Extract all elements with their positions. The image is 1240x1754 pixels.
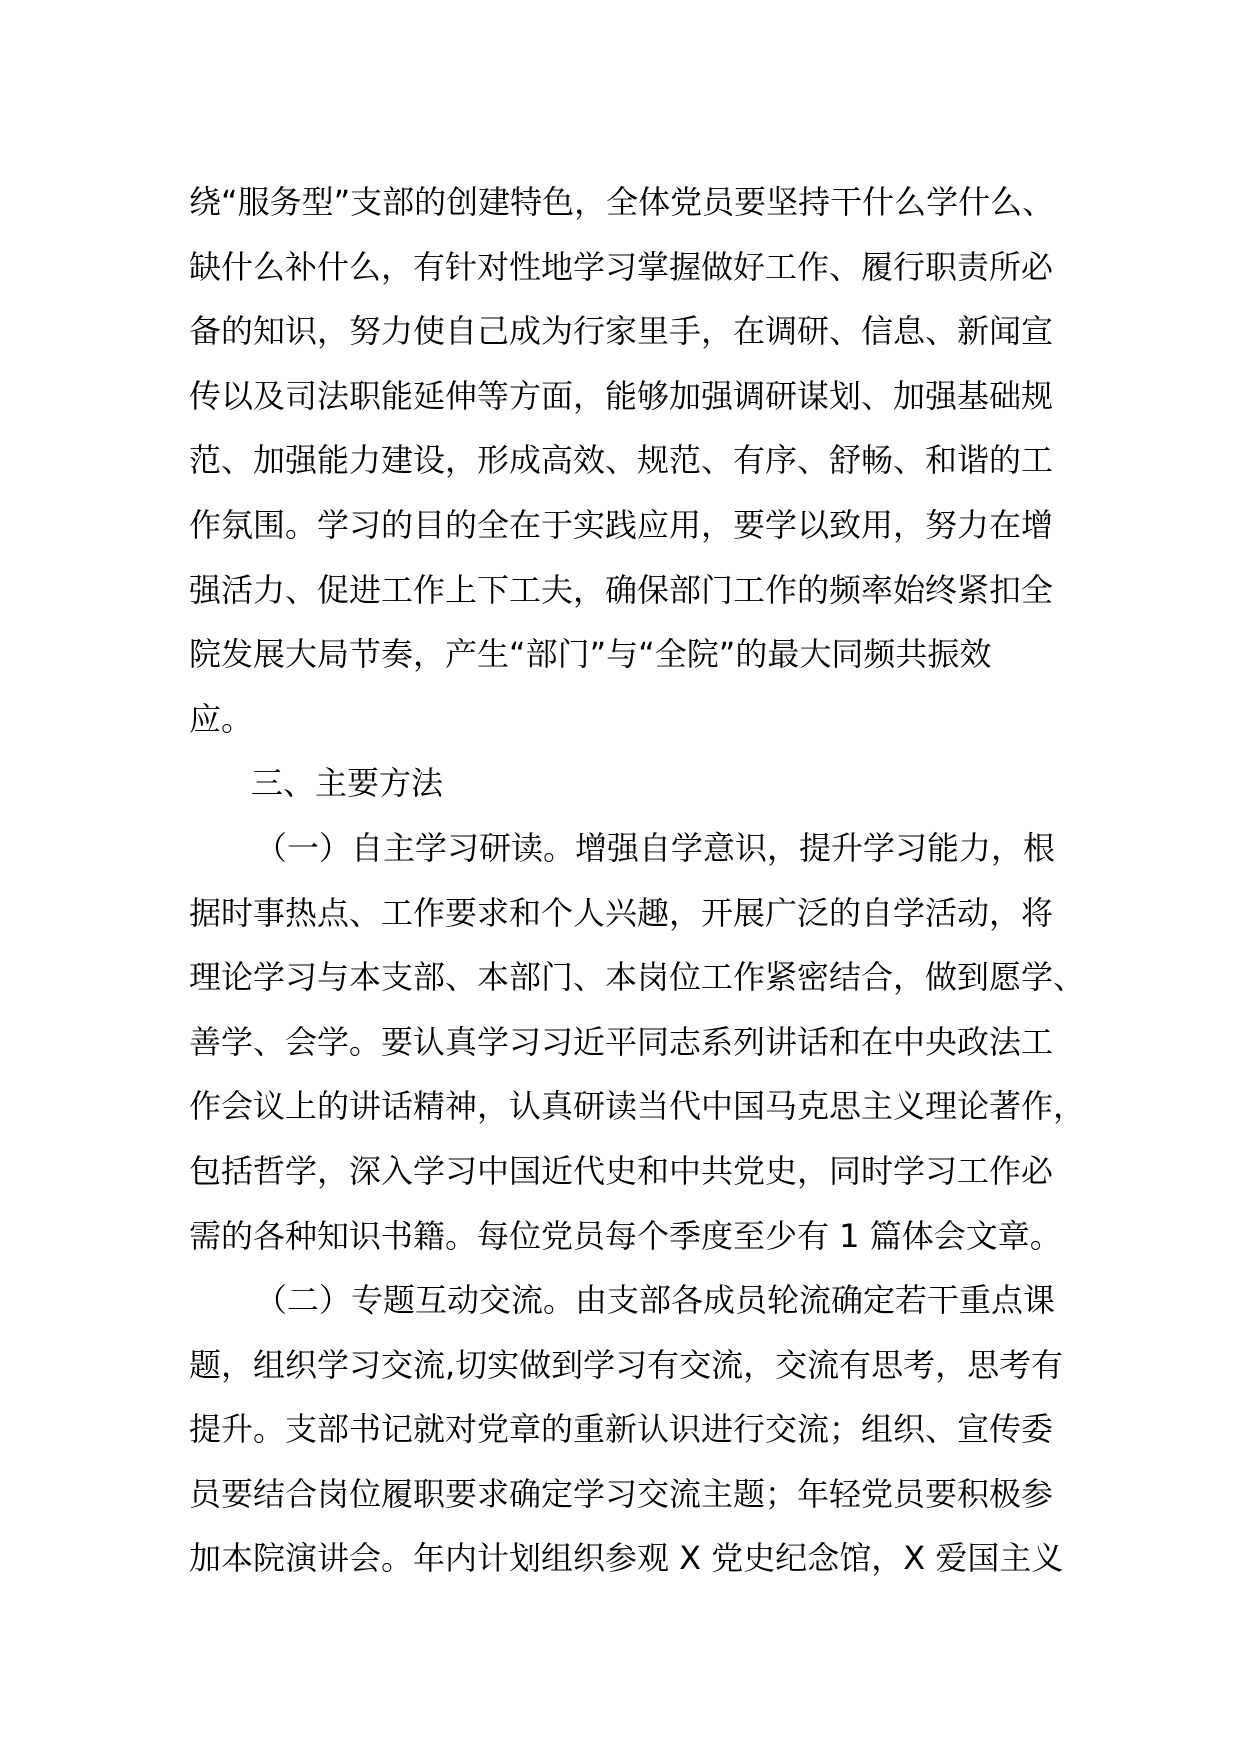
text-line: 作会议上的讲话精神，认真研读当代中国马克思主义理论著作， [189, 1087, 1086, 1126]
text-line: 包括哲学，深入学习中国近代史和中共党史，同时学习工作必 [189, 1151, 1054, 1190]
text-line: 应。 [189, 699, 254, 738]
subsection-first-line: （二）专题互动交流。由支部各成员轮流确定若干重点课 [255, 1281, 1056, 1320]
text-line: 需的各种知识书籍。每位党员每个季度至少有 1 篇体会文章。 [189, 1216, 1062, 1255]
text-line: 范、加强能力建设，形成高效、规范、有序、舒畅、和谐的工 [189, 441, 1054, 480]
section-heading: 三、主要方法 [251, 764, 444, 803]
text-line: 传以及司法职能延伸等方面，能够加强调研谋划、加强基础规 [189, 376, 1054, 415]
text-line: 缺什么补什么，有针对性地学习掌握做好工作、履行职责所必 [189, 247, 1054, 286]
text-line: 员要结合岗位履职要求确定学习交流主题；年轻党员要积极参 [189, 1474, 1054, 1513]
text-line: 绕“服务型”支部的创建特色，全体党员要坚持干什么学什么、 [189, 183, 1055, 221]
document-body [189, 170, 1089, 1591]
text-line: 备的知识，努力使自己成为行家里手，在调研、信息、新闻宣 [189, 312, 1054, 351]
text-line: 院发展大局节奏，产生“部门”与“全院”的最大同频共振效 [189, 635, 992, 674]
text-line: 据时事热点、工作要求和个人兴趣，开展广泛的自学活动，将 [189, 893, 1054, 932]
text-line: 提升。支部书记就对党章的重新认识进行交流；组织、宣传委 [189, 1410, 1054, 1449]
subsection-first-line: （一）自主学习研读。增强自学意识，提升学习能力，根 [255, 828, 1056, 867]
text-line: 善学、会学。要认真学习习近平同志系列讲话和在中央政法工 [189, 1022, 1054, 1061]
text-line: 题，组织学习交流,切实做到学习有交流，交流有思考，思考有 [189, 1345, 1064, 1384]
text-line: 加本院演讲会。年内计划组织参观 X 党史纪念馆，X 爱国主义 [189, 1539, 1064, 1578]
text-line: 理论学习与本支部、本部门、本岗位工作紧密结合，做到愿学、 [189, 958, 1086, 997]
text-line: 强活力、促进工作上下工夫，确保部门工作的频率始终紧扣全 [189, 570, 1054, 609]
text-line: 作氛围。学习的目的全在于实践应用，要学以致用，努力在增 [189, 505, 1054, 544]
